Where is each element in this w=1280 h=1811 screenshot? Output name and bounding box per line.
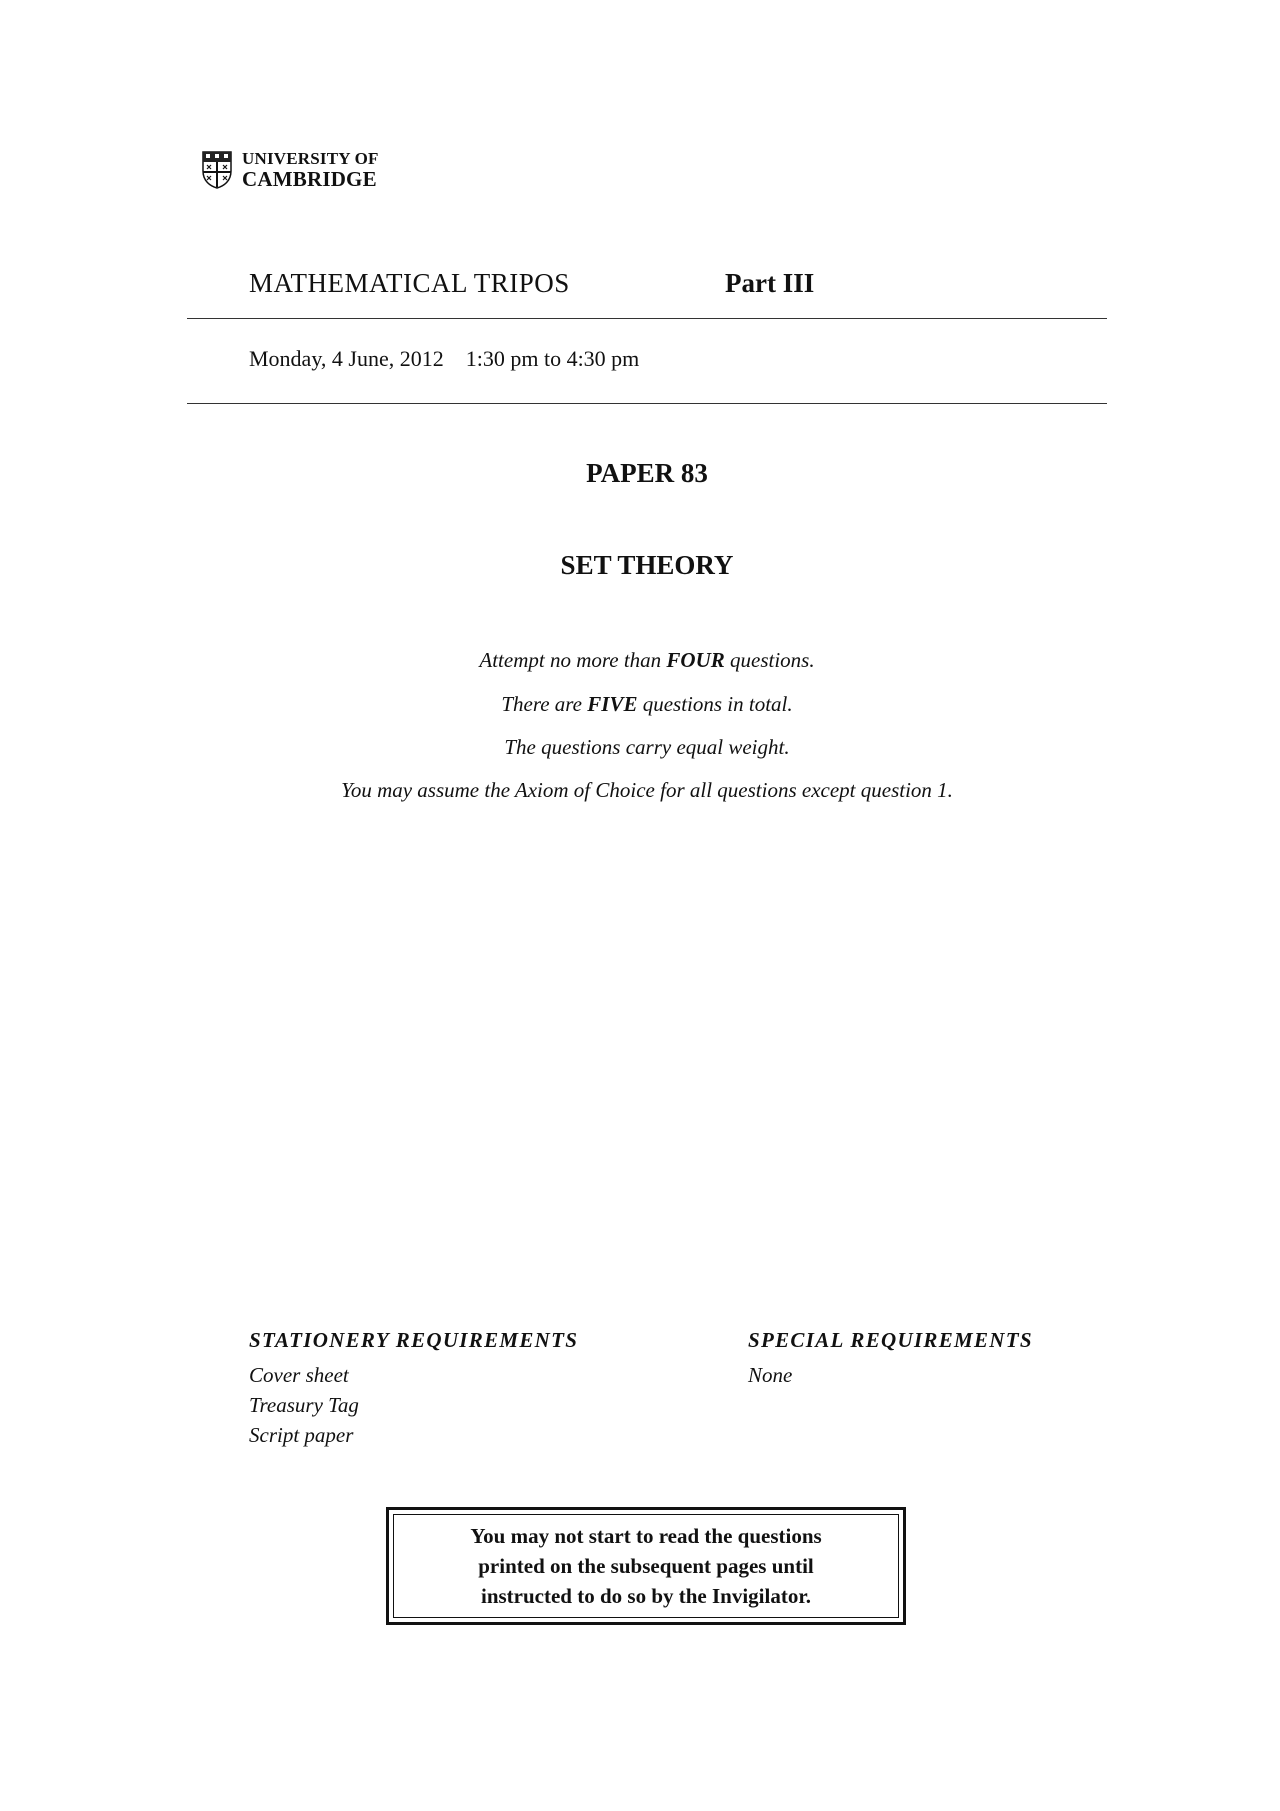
stationery-item: Cover sheet [249, 1363, 349, 1387]
logo-university-of: UNIVERSITY OF [242, 149, 379, 168]
instruction-total-count: FIVE [587, 692, 638, 716]
instruction-total [187, 692, 1107, 717]
header-rule-top [187, 318, 1107, 319]
logo-cambridge: CAMBRIDGE [242, 167, 377, 191]
exam-date-time [249, 346, 639, 372]
stationery-item: Treasury Tag [249, 1393, 359, 1417]
university-logo [202, 150, 379, 190]
exam-date: Monday, 4 June, 2012 [249, 346, 444, 371]
instruction-total-post: questions in total. [637, 692, 793, 716]
header-rule-bottom [187, 403, 1107, 404]
paper-number: PAPER 83 [586, 458, 708, 488]
notice-line: You may not start to read the questions [470, 1524, 822, 1548]
instruction-attempt-count: FOUR [666, 648, 725, 672]
university-crest-icon [202, 151, 232, 189]
instruction-attempt-pre: Attempt no more than [479, 648, 667, 672]
paper-subject: SET THEORY [560, 550, 734, 580]
instruction-total-pre: There are [501, 692, 588, 716]
instruction-attempt-post: questions. [724, 648, 815, 672]
stationery-list [249, 1360, 359, 1450]
exam-time: 1:30 pm to 4:30 pm [465, 346, 640, 371]
stationery-heading: STATIONERY REQUIREMENTS [249, 1328, 579, 1352]
stationery-item: Script paper [249, 1423, 354, 1447]
special-value: None [748, 1363, 793, 1387]
instruction-axiom: You may assume the Axiom of Choice for all questions except question 1. [341, 778, 953, 802]
exam-part: Part III [725, 268, 815, 298]
special-heading: SPECIAL REQUIREMENTS [748, 1328, 1033, 1352]
notice-line: printed on the subsequent pages until [478, 1554, 814, 1578]
notice-line: instructed to do so by the Invigilator. [480, 1584, 811, 1608]
invigilator-notice [386, 1507, 906, 1625]
instruction-weight: The questions carry equal weight. [504, 735, 790, 759]
instruction-attempt [187, 648, 1107, 673]
exam-title: MATHEMATICAL TRIPOS [249, 268, 570, 298]
invigilator-notice-inner [393, 1514, 899, 1618]
